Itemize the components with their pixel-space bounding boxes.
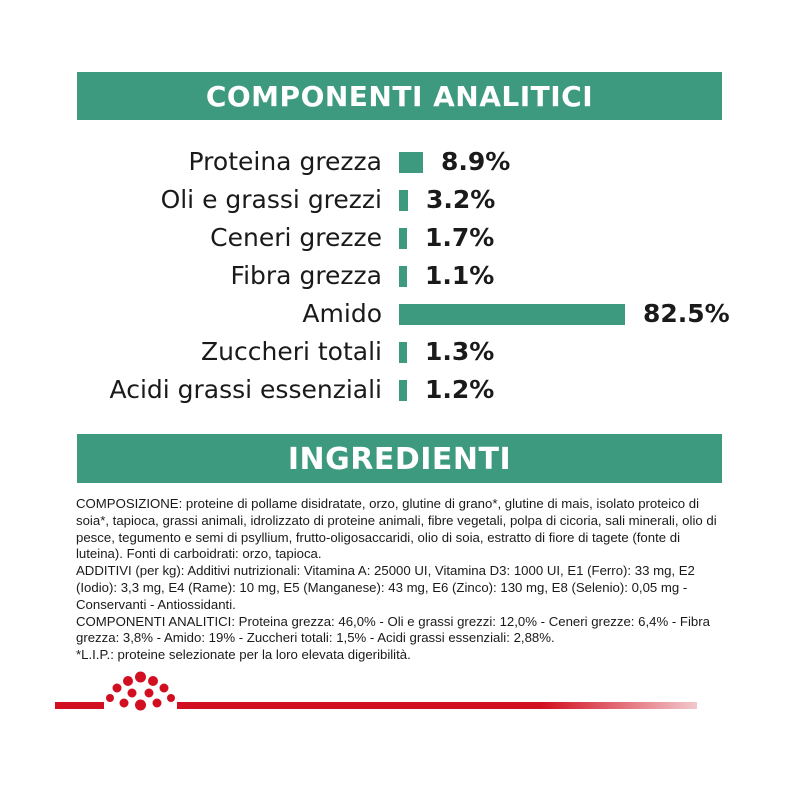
component-label: Acidi grassi essenziali — [109, 375, 382, 404]
component-row — [0, 295, 800, 333]
additives-paragraph: ADDITIVI (per kg): Additivi nutrizionali: Vitamina A: 25000 UI, Vitamina D3: 1000 UI, E1 (Ferro): 33 mg, E2 (Iodio): 3,3 mg, E4 (Rame): 10 mg, E5 (Manganese): 43 mg, E6 (Zinco): 130 mg, E8 (Selenio): 0,05 mg - Conservanti - Antiossidanti. — [76, 563, 695, 612]
footnote-paragraph: *L.I.P.: proteine selezionate per la loro elevata digeribilità. — [76, 647, 411, 663]
component-label: Ceneri grezze — [210, 223, 382, 252]
component-row — [0, 257, 800, 295]
brand-line-right — [177, 702, 697, 709]
component-bar — [399, 266, 407, 287]
component-value: 1.1% — [425, 261, 495, 290]
component-value: 8.9% — [441, 147, 511, 176]
component-row — [0, 181, 800, 219]
component-row — [0, 333, 800, 371]
component-bar — [399, 190, 408, 211]
component-value: 1.7% — [425, 223, 495, 252]
component-label: Proteina grezza — [188, 147, 382, 176]
component-value: 1.3% — [425, 337, 495, 366]
component-row — [0, 143, 800, 181]
component-bar — [399, 228, 407, 249]
analytical-components-list — [0, 143, 800, 409]
composition-paragraph: COMPOSIZIONE: proteine di pollame disidratate, orzo, glutine di grano*, glutine di mais, isolato proteico di soia*, tapioca, grassi animali, idrolizzato di proteine animali, fibre vegetali, polpa di cicoria, sali minerali, olio di pesce, tegumento e semi di psyllium, frutto-oligosaccaridi, olio di soia, estratto di fiore di tagete (fonte di luteina). Fonti di carboidrati: orzo, tapioca. — [76, 496, 717, 562]
component-label: Fibra grezza — [230, 261, 382, 290]
ingredients-text — [76, 496, 726, 664]
component-label: Oli e grassi grezzi — [160, 185, 382, 214]
ingredients-header: INGREDIENTI — [77, 434, 722, 483]
analytical-components-header: COMPONENTI ANALITICI — [77, 72, 722, 120]
brand-line-left — [55, 702, 104, 709]
component-label: Zuccheri totali — [201, 337, 382, 366]
component-label: Amido — [302, 299, 382, 328]
component-row — [0, 219, 800, 257]
component-bar — [399, 152, 423, 173]
royal-canin-crown-icon — [104, 665, 177, 723]
component-value: 1.2% — [425, 375, 495, 404]
component-value: 3.2% — [426, 185, 496, 214]
analytical-paragraph: COMPONENTI ANALITICI: Proteina grezza: 46,0% - Oli e grassi grezzi: 12,0% - Ceneri grezze: 6,4% - Fibra grezza: 3,8% - Amido: 19% - Zuccheri totali: 1,5% - Acidi grassi essenziali: 2,88%. — [76, 613, 710, 646]
component-bar — [399, 380, 407, 401]
component-row — [0, 371, 800, 409]
component-bar — [399, 342, 407, 363]
component-bar — [399, 304, 625, 325]
component-value: 82.5% — [643, 299, 730, 328]
